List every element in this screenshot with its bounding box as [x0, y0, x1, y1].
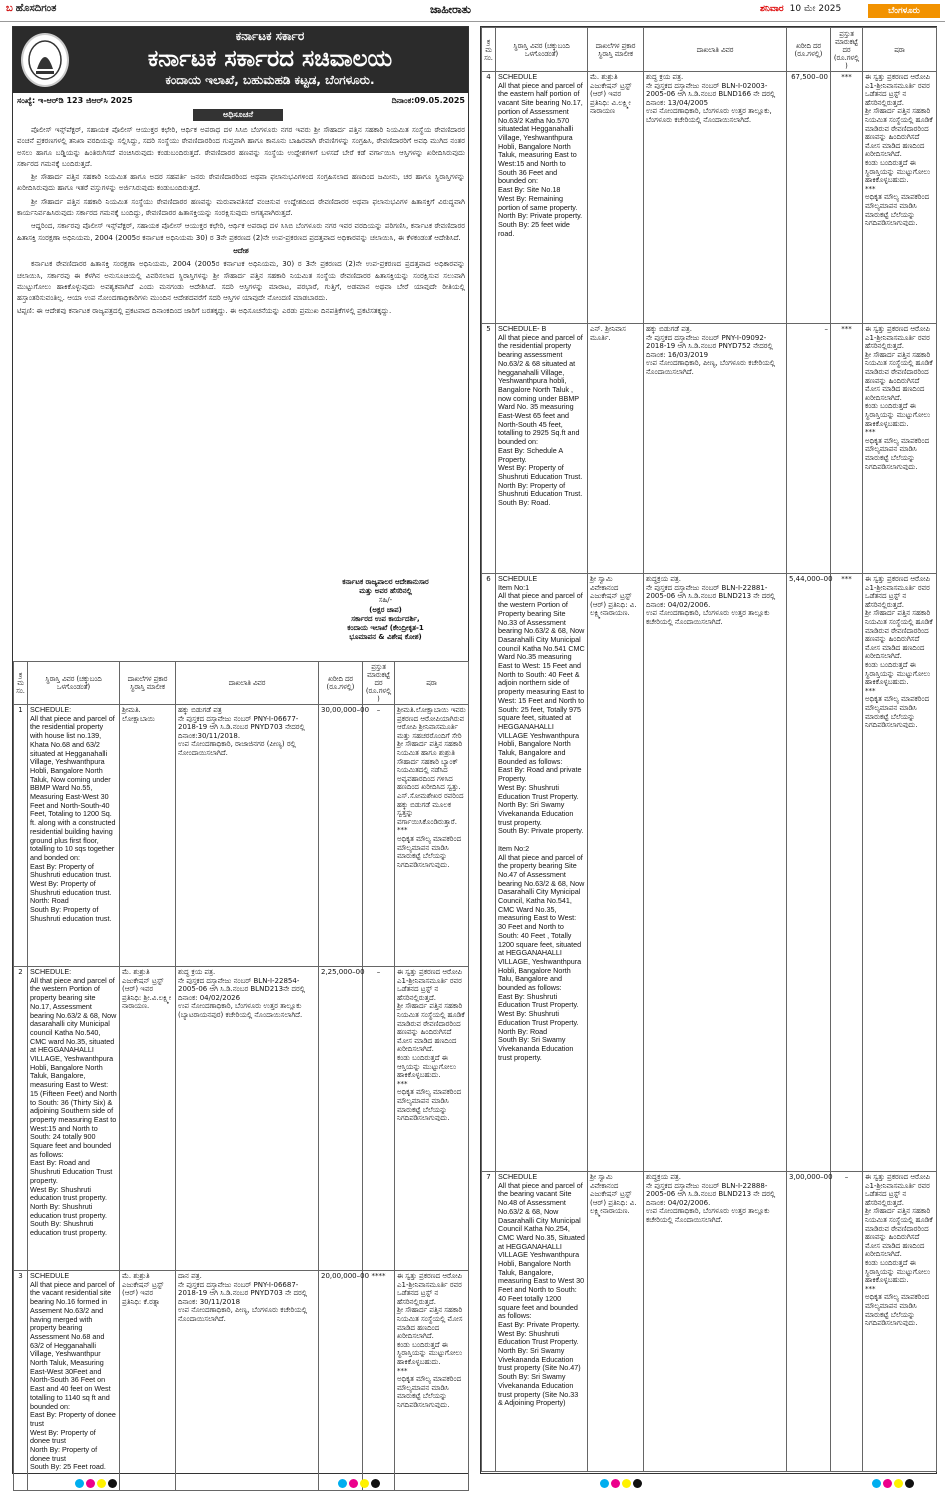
print-mark-dot [349, 1479, 358, 1488]
row-owner: ಶ್ರೀ ಸ್ವಾಮಿ ವಿವೇಕಾನಂದ ಎಜುಕೇಷನ್ ಟ್ರಸ್ಟ್ (ಆರ್) ಪ್ರತಿನಿಧಿ: ವಿ. ಲಕ್ಷ್ಮೀನಾರಾಯಣ. [588, 1172, 644, 1472]
print-mark-dot [360, 1479, 369, 1488]
table-header-row [482, 28, 937, 72]
column-header: ಸ್ಥಿರಾಸ್ತಿ ವಿವರ (ಚಕ್ಕುಬಂದಿ ಒಳಗೊಂಡಂತೆ) [496, 28, 588, 72]
issue-date-text: 10 ಮೇ 2025 [789, 4, 842, 14]
row-sl: 1 [14, 705, 28, 967]
issue-date [760, 4, 841, 14]
note-paragraph: ಟಿಪ್ಪಣಿ: ಈ ಆದೇಶವು ಕರ್ನಾಟಕ ರಾಜ್ಯಪತ್ರದಲ್ಲಿ ಪ್ರಕಟವಾದ ದಿನಾಂಕದಿಂದ ಜಾರಿಗೆ ಬರತಕ್ಕದ್ದು. ಈ ಅಧಿಸೂಚನೆಯನ್ನು ಎರಡು ಪ್ರಮುಖ ದಿನಪತ್ರಿಕೆಗಳಲ್ಲಿ ಪ್ರಕಟಿಸತಕ್ಕದ್ದು. [17, 306, 392, 316]
column-header: ಕ್ರಮ ಸಂ. [14, 662, 28, 705]
column-header: ಷರಾ [863, 28, 937, 72]
table-header-row [14, 662, 469, 705]
column-header: ಕ್ರಮ ಸಂ. [482, 28, 496, 72]
section-title: ಜಾಹೀರಾತು [430, 3, 472, 16]
row-property: SCHEDULE- B All that piece and parcel of the residential property bearing assessment No.63/2 & 68 situated at hegganahalli Village, Yeshwanthpura hobli, Bangalore North Taluk , now coming under BBMP Ward No. 35 measuring East-West 65 feet and North-South 45 feet, totalling to 2925 Sq.ft and bounded on: East By: Schedule A Property. West By: Property of Shushruti Education Trust. North By: Property of Shushruti Education Trust. South By: Road. [496, 324, 588, 574]
table-row [482, 72, 937, 324]
row-remarks: ಈ ಸ್ವತ್ತು ಪ್ರಕರಣದ ಆರೋಪಿ ಎ1-ಶ್ರೀನಿವಾಸಮೂರ್ತಿ ರವರ ಒಡೆತನದ ಟ್ರಸ್ಟ್ ನ ಹೆಸರಿನಲ್ಲಿರುತ್ತದೆ. ಶ್ರೀ ಸೌಹಾರ್ದ ಪತ್ತಿನ ಸಹಕಾರಿ ನಿಯಮಿತ ಸಂಸ್ಥೆಯಲ್ಲಿ ಹೂಡಿಕೆ ಮಾಡಿರುವ ಠೇವಣಿದಾರರಿಂದ ಹಣವನ್ನು ಹಿಂದಿರುಗಿಸದೆ ಮೋಸ ಮಾಡಿದ ಹಣದಿಂದ ಖರೀದಿಸಲಾಗಿದೆ. ಕಂಡು ಬಂದಿರುತ್ತದೆ ಈ ಆಸ್ತಿಯನ್ನು ಮುಟ್ಟುಗೋಲು ಹಾಕಿಕೊಳ್ಳಬಹುದು. *** ಅಧಿಕೃತ ಮೌಲ್ಯ ಮಾಪಕರಿಂದ ಮೌಲ್ಯಮಾಪನ ಮಾಡಿಸಿ ಮಾರುಕಟ್ಟೆ ಬೆಲೆಯನ್ನು ನಿಗದಿಪಡಿಸಲಾಗುವುದು. [395, 967, 469, 1271]
row-remarks: ಈ ಸ್ವತ್ತು ಪ್ರಕರಣದ ಆರೋಪಿ ಎ1-ಶ್ರೀನಿವಾಸಮೂರ್ತಿ ರವರ ಒಡೆತನದ ಟ್ರಸ್ಟ್ ನ ಹೆಸರಿನಲ್ಲಿರುತ್ತದೆ. ಶ್ರೀ ಸೌಹಾರ್ದ ಪತ್ತಿನ ಸಹಕಾರಿ ನಿಯಮಿತ ಸಂಸ್ಥೆಯಲ್ಲಿ ಮೋಸ ಮಾಡಿದ ಹಣದಿಂದ ಖರೀದಿಸಲಾಗಿದೆ. ಕಂಡು ಬಂದಿರುತ್ತದೆ ಈ ಸ್ಥಿರಾಸ್ತಿಯನ್ನು ಮುಟ್ಟುಗೋಲು ಹಾಕಿಕೊಳ್ಳಬಹುದು. *** ಅಧಿಕೃತ ಮೌಲ್ಯ ಮಾಪಕರಿಂದ ಮೌಲ್ಯಮಾಪನ ಮಾಡಿಸಿ ಮಾರುಕಟ್ಟೆ ಬೆಲೆಯನ್ನು ನಿಗದಿಪಡಿಸಲಾಗುವುದು. [395, 1271, 469, 1491]
reference-line [17, 96, 465, 106]
table-row [482, 574, 937, 1172]
column-header: ದಾಖಲೆಗಳ ಪ್ರಕಾರ ಸ್ಥಿರಾಸ್ತಿ ಮಾಲೀಕ [588, 28, 644, 72]
column-header: ದಾಖಲಾತಿ ವಿವರ [644, 28, 787, 72]
reference-number: ಸಂಖ್ಯೆ: ಇ-ಆರ್‌ಡಿ 123 ಜಿಆರ್‌ಸಿ 2025 [17, 96, 133, 105]
row-owner: ಶ್ರೀಮತಿ. ಲೋಕ್ಷಾಬಾಯಿ [120, 705, 176, 967]
row-owner: ಮೆ. ಶುಶ್ರುತಿ ಎಜುಕೇಷನ್ ಟ್ರಸ್ಟ್ (ಆರ್) ಇವರ ಪ್ರತಿನಿಧಿ: ಕೆ.ರತ್ನಾ [120, 1271, 176, 1491]
department-address: ಕಂದಾಯ ಇಲಾಖೆ, ಬಹುಮಹಡಿ ಕಟ್ಟಡ, ಬೆಂಗಳೂರು. [165, 73, 375, 87]
print-mark-dot [338, 1479, 347, 1488]
print-mark-dot [894, 1479, 903, 1488]
row-remarks: ಈ ಸ್ವತ್ತು ಪ್ರಕರಣದ ಆರೋಪಿ ಎ1-ಶ್ರೀನಿವಾಸಮೂರ್ತಿ ರವರ ಒಡೆತನದ ಟ್ರಸ್ಟ್ ನ ಹೆಸರಿನಲ್ಲಿರುತ್ತದೆ. ಶ್ರೀ ಸೌಹಾರ್ದ ಪತ್ತಿನ ಸಹಕಾರಿ ನಿಯಮಿತ ಸಂಸ್ಥೆಯಲ್ಲಿ ಹೂಡಿಕೆ ಮಾಡಿರುವ ಠೇವಣಿದಾರರಿಂದ ಹಣವನ್ನು ಹಿಂದಿರುಗಿಸದೆ ಮೋಸ ಮಾಡಿದ ಹಣದಿಂದ ಖರೀದಿಸಲಾಗಿದೆ. ಕಂಡು ಬಂದಿರುತ್ತದೆ ಈ ಸ್ಥಿರಾಸ್ತಿಯನ್ನು ಮುಟ್ಟುಗೋಲು ಹಾಕಿಕೊಳ್ಳಬಹುದು. *** ಅಧಿಕೃತ ಮೌಲ್ಯ ಮಾಪಕರಿಂದ ಮೌಲ್ಯಮಾಪನ ಮಾಡಿಸಿ ಮಾರುಕಟ್ಟೆ ಬೆಲೆಯನ್ನು ನಿಗದಿಪಡಿಸಲಾಗುವುದು. [863, 1172, 937, 1472]
row-remarks: ಈ ಸ್ವತ್ತು ಪ್ರಕರಣದ ಆರೋಪಿ ಎ1-ಶ್ರೀನಿವಾಸಮೂರ್ತಿ ರವರ ಹೆಸರಿನಲ್ಲಿರುತ್ತದೆ. ಶ್ರೀ ಸೌಹಾರ್ದ ಪತ್ತಿನ ಸಹಕಾರಿ ನಿಯಮಿತ ಸಂಸ್ಥೆಯಲ್ಲಿ ಹೂಡಿಕೆ ಮಾಡಿರುವ ಠೇವಣಿದಾರರಿಂದ ಹಣವನ್ನು ಹಿಂದಿರುಗಿಸದೆ ಮೋಸ ಮಾಡಿದ ಹಣದಿಂದ ಖರೀದಿಸಲಾಗಿದೆ. ಕಂಡು ಬಂದಿರುತ್ತದೆ ಈ ಸ್ಥಿರಾಸ್ತಿಯನ್ನು ಮುಟ್ಟುಗೋಲು ಹಾಕಿಕೊಳ್ಳಬಹುದು. *** ಅಧಿಕೃತ ಮೌಲ್ಯ ಮಾಪಕರಿಂದ ಮೌಲ್ಯಮಾಪನ ಮಾಡಿಸಿ ಮಾರುಕಟ್ಟೆ ಬೆಲೆಯನ್ನು ನಿಗದಿಪಡಿಸಲಾಗುವುದು. [863, 324, 937, 574]
row-documents: ದಾನ ಪತ್ರ. ನೇ ಪುಸ್ತಕದ ದಸ್ತಾವೇಜು ನಂಬರ್ PNY-I-06687-2018-19 ಆಗಿ ಸಿ.ಡಿ.ನಂಬರ PNYD703 ನೇ ದರಲ್ಲಿ ದಿನಾಂಕ: 30/11/2018 ಉಪ ನೋಂದಣಾಧಿಕಾರಿ, ಪೀಣ್ಯ, ಬೆಂಗಳೂರು ಕಚೇರಿಯಲ್ಲಿ ನೊಂದಾಯಿಸಲಾಗಿದೆ. [176, 1271, 319, 1491]
column-header: ದಾಖಲೆಗಳ ಪ್ರಕಾರ ಸ್ಥಿರಾಸ್ತಿ ಮಾಲೀಕ [120, 662, 176, 705]
row-documents: ಶುದ್ಧಕ್ರಯ ಪತ್ರ. ನೇ ಪುಸ್ತಕದ ದಸ್ತಾವೇಜು ನಂಬರ್ BLN-I-22888-2005-06 ಆಗಿ ಸಿ.ಡಿ.ನಂಬರ BLND213 ನೇ ದರಲ್ಲಿ ದಿನಾಂಕ: 04/02/2006. ಉಪ ನೋಂದಣಾಧಿಕಾರಿ, ಬೆಂಗಳೂರು ಉತ್ತರ ತಾಲ್ಲೂಕು ಕಚೇರಿಯಲ್ಲಿ ನೊಂದಾಯಿಸಲಾಗಿದೆ. [644, 1172, 787, 1472]
print-mark-dot [108, 1479, 117, 1488]
row-owner: ಶ್ರೀ ಸ್ವಾಮಿ ವಿವೇಕಾನಂದ ಎಜುಕೇಷನ್ ಟ್ರಸ್ಟ್ (ಆರ್) ಪ್ರತಿನಿಧಿ: ವಿ. ಲಕ್ಷ್ಮೀನಾರಾಯಣ. [588, 574, 644, 1172]
table-row [482, 324, 937, 574]
print-color-marks [872, 1478, 916, 1491]
row-remarks: ಈ ಸ್ವತ್ತು ಪ್ರಕರಣದ ಆರೋಪಿ ಎ1-ಶ್ರೀನಿವಾಸಮೂರ್ತಿ ರವರ ಒಡೆತನದ ಟ್ರಸ್ಟ್ ನ ಹೆಸರಿನಲ್ಲಿರುತ್ತದೆ. ಶ್ರೀ ಸೌಹಾರ್ದ ಪತ್ತಿನ ಸಹಕಾರಿ ನಿಯಮಿತ ಸಂಸ್ಥೆಯಲ್ಲಿ ಹೂಡಿಕೆ ಮಾಡಿರುವ ಠೇವಣಿದಾರರಿಂದ ಹಣವನ್ನು ಹಿಂದಿರುಗಿಸದೆ ಮೋಸ ಮಾಡಿದ ಹಣದಿಂದ ಖರೀದಿಸಲಾಗಿದೆ. ಕಂಡು ಬಂದಿರುತ್ತದೆ ಈ ಸ್ಥಿರಾಸ್ತಿಯನ್ನು ಮುಟ್ಟುಗೋಲು ಹಾಕಿಕೊಳ್ಳಬಹುದು. *** ಅಧಿಕೃತ ಮೌಲ್ಯ ಮಾಪಕರಿಂದ ಮೌಲ್ಯಮಾಪನ ಮಾಡಿಸಿ ಮಾರುಕಟ್ಟೆ ಬೆಲೆಯನ್ನು ನಿಗದಿಪಡಿಸಲಾಗುವುದು. [863, 72, 937, 324]
state-emblem-icon [21, 33, 69, 87]
print-color-marks [338, 1478, 382, 1491]
row-sl: 7 [482, 1172, 496, 1472]
masthead [0, 0, 945, 22]
signature-line: ಭೂಮಾಪನ & ವಿಶೇಷ ಕೋಶ) [349, 633, 422, 642]
row-value: 5,44,000–00 [787, 574, 831, 1172]
table-row [14, 967, 469, 1271]
row-documents: ಶುದ್ಧ ಕ್ರಯ ಪತ್ರ. ನೇ ಪುಸ್ತಕದ ದಸ್ತಾವೇಜು ನಂಬರ್ BLN-I-22854-2005-06 ಆಗಿ ಸಿ.ಡಿ.ನಂಬರ BLND213ನೇ ದರಲ್ಲಿ ದಿನಾಂಕ: 04/02/2026 ಉಪ ನೋಂದಣಾಧಿಕಾರಿ, ಬೆಂಗಳೂರು ಉತ್ತರ ತಾಲ್ಲೂಕು (ಬ್ಯಾಟರಾಯನಪುರ) ಕಚೇರಿಯಲ್ಲಿ ನೊಂದಾಯಿಸಲಾಗಿದೆ. [176, 967, 319, 1271]
row-remarks: ಈ ಸ್ವತ್ತು ಪ್ರಕರಣದ ಆರೋಪಿ ಎ1-ಶ್ರೀನಿವಾಸಮೂರ್ತಿ ರವರ ಒಡೆತನದ ಟ್ರಸ್ಟ್ ನ ಹೆಸರಿನಲ್ಲಿರುತ್ತದೆ. ಶ್ರೀ ಸೌಹಾರ್ದ ಪತ್ತಿನ ಸಹಕಾರಿ ನಿಯಮಿತ ಸಂಸ್ಥೆಯಲ್ಲಿ ಹೂಡಿಕೆ ಮಾಡಿರುವ ಠೇವಣಿದಾರರಿಂದ ಹಣವನ್ನು ಹಿಂದಿರುಗಿಸದೆ ಮೋಸ ಮಾಡಿದ ಹಣದಿಂದ ಖರೀದಿಸಲಾಗಿದೆ. ಕಂಡು ಬಂದಿರುತ್ತದೆ ಈ ಸ್ಥಿರಾಸ್ತಿಯನ್ನು ಮುಟ್ಟುಗೋಲು ಹಾಕಿಕೊಳ್ಳಬಹುದು. *** ಅಧಿಕೃತ ಮೌಲ್ಯ ಮಾಪಕರಿಂದ ಮೌಲ್ಯಮಾಪನ ಮಾಡಿಸಿ ಮಾರುಕಟ್ಟೆ ಬೆಲೆಯನ್ನು ನಿಗದಿಪಡಿಸಲಾಗುವುದು. [863, 574, 937, 1172]
paper-name: ಹೊಸದಿಗಂತ [15, 3, 57, 14]
row-documents: ಹಕ್ಕು ಬಿಡುಗಡೆ ಪತ್ರ. ನೇ ಪುಸ್ತಕದ ದಸ್ತಾವೇಜು ನಂಬರ್ PNY-I-09092-2018-19 ಆಗಿ ಸಿ.ಡಿ.ನಂಬರ PNYD752 ನೇದರಲ್ಲಿ ದಿನಾಂಕ: 16/03/2019 ಉಪ ನೋಂದಣಾಧಿಕಾರಿ, ಪೀಣ್ಯ, ಬೆಂಗಳೂರು ಕಚೇರಿಯಲ್ಲಿ ನೊಂದಾಯಿಸಲಾಗಿದೆ. [644, 324, 787, 574]
row-owner: ಮೆ. ಶುಶ್ರುತಿ ಎಜುಕೇಷನ್ ಟ್ರಸ್ಟ್ (ಆರ್) ಇವರ ಪ್ರತಿನಿಧಿ: ವಿ.ಲಕ್ಷ್ಮೀ ನಾರಾಯಣ [588, 72, 644, 324]
body-paragraph: ಆದ್ದರಿಂದ, ಸರ್ಕಾರವು ಪೊಲೀಸ್ ಇನ್ಸ್‌ಪೆಕ್ಟರ್, ಸಹಾಯಕ ಪೊಲೀಸ್ ಆಯುಕ್ತರ ಕಛೇರಿ, ಆರ್ಥಿಕ ಅಪರಾಧ ದಳ ಸಿಸಿಬಿ ಬೆಂಗಳೂರು ನಗರ ಇವರ ವರದಿಯನ್ನು ಪರಿಗಣಿಸಿ, ಕರ್ನಾಟಕ ಠೇವಣಿದಾರರ ಹಿತಾಸಕ್ತಿ ಸಂರಕ್ಷಣಾ ಅಧಿನಿಯಮ, 2004 (2005ರ ಕರ್ನಾಟಕ ಅಧಿನಿಯಮ 30) ರ 3ನೇ ಪ್ರಕರಣದ (2)ನೇ ಉಪ-ಪ್ರಕರಣದ ಪ್ರದತ್ತವಾದ ಅಧಿಕಾರವನ್ನು ಚಲಾಯಿಸಿ, ಈ ಕೆಳಕಂಡಂತೆ ಆದೇಶಿಸಿದೆ. [17, 221, 465, 242]
print-mark-dot [622, 1479, 631, 1488]
row-remarks: ಶ್ರೀಮತಿ.ಲೋಕ್ಷಾಬಾಯಿ ಇವರು ಪ್ರಕರಣದ ಆರೋಪಿಯಾಗಿರುವ ಆರೋಪಿ ಶ್ರೀನಿವಾಸಮೂರ್ತಿ ಮತ್ತು ಸಹಚರರೊಂದಿಗೆ ಸೇರಿ ಶ್ರೀ ಸೌಹಾರ್ದ ಪತ್ತಿನ ಸಹಕಾರಿ ನಿಯಮಿತ ಹಾಗೂ ಶುಶ್ರುತಿ ಸೌಹಾರ್ದ ಸಹಕಾರಿ ಬ್ಯಾಂಕ್ ನಿಯಮಿತದಲ್ಲಿ ನಡೆಸಿದ ಅವ್ಯವಹಾರದಿಂದ ಗಳಿಸಿದ ಹಣದಿಂದ ಖರೀದಿಸಿದ ಸ್ವತ್ತು. ಎಸ್.ಸೋಮಶೇಖರ ರವರಿಂದ ಹಕ್ಕು ಬಿಡುಗಡೆ ಮೂಲಕ ಸ್ವತ್ತನ್ನು ವರ್ಗಾಯಿಸಿಕೊಂಡಿರುತ್ತಾರೆ. *** ಅಧಿಕೃತ ಮೌಲ್ಯ ಮಾಪಕರಿಂದ ಮೌಲ್ಯಮಾಪನ ಮಾಡಿಸಿ ಮಾರುಕಟ್ಟೆ ಬೆಲೆಯನ್ನು ನಿಗದಿಪಡಿಸಲಾಗುವುದು. [395, 705, 469, 967]
print-mark-dot [633, 1479, 642, 1488]
row-sl: 2 [14, 967, 28, 1271]
row-sl: 3 [14, 1271, 28, 1491]
table-row [14, 705, 469, 967]
row-present-value: – [363, 705, 395, 967]
row-value: 20,00,000–00 [319, 1271, 363, 1491]
column-header: ಷರಾ [395, 662, 469, 705]
row-property: SCHEDULE: All that piece and parcel of the residential property with house list no.139, Khata No.68 and 63/2 situated at Hegganahalli Village, Yeshwanthpura Hobli, Bangalore North Taluk, Now coming under BBMP Ward No.55, Measuring East-West 30 Feet and North-South-40 Feet, Totaling to 1200 Sq. ft. along with a constructed residential building having ground plus first floor, totalling to 10 sqs together and bonded on: East By: Property of Shushruti education trust. West By: Property of Shushruti education trust. North: Road South By: Property of Shushruti education trust. [28, 705, 120, 967]
body-paragraph: ಶ್ರೀ ಸೌಹಾರ್ದ ಪತ್ತಿನ ಸಹಕಾರಿ ನಿಯಮಿತ ಹಾಗೂ ಅದರ ಸಹವರ್ತಿ ಜನರು ಠೇವಣಿದಾರರಿಂದ ಅಥವಾ ಫಲಾನುಭವಿಗಳಿಂದ ಸಂಗ್ರಹಿಸಲಾದ ಹಣದಿಂದ ಜಮೀನು, ಚರ ಹಾಗೂ ಸ್ಥಿರಾಸ್ತಿಗಳನ್ನು ಖರೀದಿಸಿರುವುದು ಹಾಗೂ ಇತರೆ ವಸ್ತುಗಳನ್ನು ಅರ್ಜಿಸಿರುವುದು ಕಂಡುಬಂದಿರುತ್ತದೆ. [17, 172, 465, 193]
row-value: 3,00,000–00 [787, 1172, 831, 1472]
print-mark-dot [86, 1479, 95, 1488]
row-documents: ಶುದ್ಧ ಕ್ರಯ ಪತ್ರ. ನೇ ಪುಸ್ತಕದ ದಸ್ತಾವೇಜು ನಂಬರ್ BLN-I-02003-2005-06 ಆಗಿ ಸಿ.ಡಿ.ನಂಬರ BLND166 ನೇ ದರಲ್ಲಿ ದಿನಾಂಕ: 13/04/2005 ಉಪ ನೋಂದಣಾಧಿಕಾರಿ, ಬೆಂಗಳೂರು ಉತ್ತರ ತಾಲ್ಲೂಕು, ಬೆಂಗಳೂರು ಕಚೇರಿಯಲ್ಲಿ ನೊಂದಾಯಿಸಲಾಗಿದೆ. [644, 72, 787, 324]
body-paragraph: ಕರ್ನಾಟಕ ಠೇವಣಿದಾರರ ಹಿತಾಸಕ್ತಿ ಸಂರಕ್ಷಣಾ ಅಧಿನಿಯಮ, 2004 (2005ರ ಕರ್ನಾಟಕ ಅಧಿನಿಯಮ, 30) ರ 3ನೇ ಪ್ರಕರಣದ (2)ನೇ ಉಪ-ಪ್ರಕರಣದ ಪ್ರದತ್ತವಾದ ಅಧಿಕಾರವನ್ನು ಚಲಾಯಿಸಿ, ಸರ್ಕಾರವು ಈ ಕೆಳಗಿನ ಅನುಸೂಚಿಯಲ್ಲಿ ವಿವರಿಸಲಾದ ಸ್ಥಿರಾಸ್ತಿಗಳನ್ನು ಶ್ರೀ ಸೌಹಾರ್ದ ಪತ್ತಿನ ಸಹಕಾರಿ ನಿಯಮಿತ ಸಂಸ್ಥೆಯ ಠೇವಣಿದಾರರ ಹಿತಾಸಕ್ತಿಯನ್ನು ಸಂರಕ್ಷಿಸುವ ಸಲುವಾಗಿ ಮುಟ್ಟುಗೋಲು ಹಾಕಿಕೊಳ್ಳುವುದು ಅವಶ್ಯಕವಾಗಿದೆ ಎಂದು ಮನಗಂಡು ಆದೇಶಿಸಿದೆ. ಸದರಿ ಆಸ್ತಿಗಳನ್ನು ಮಾರಾಟ, ಪರಭಾರೆ, ಗುತ್ತಿಗೆ, ಅಡಮಾನ ಅಥವಾ ಬೇರೆ ಯಾವುದೇ ರೀತಿಯಲ್ಲಿ ಹಸ್ತಾಂತರಿಸುವಂತಿಲ್ಲ. ಆಯಾ ಉಪ ನೋಂದಣಾಧಿಕಾರಿಗಳು ಮುಂದಿನ ಆದೇಶದವರೆಗೆ ಸದರಿ ಆಸ್ತಿಗಳ ಯಾವುದೇ ನೋಂದಣಿ ಮಾಡಬಾರದು. [17, 259, 465, 303]
reference-date: ದಿನಾಂಕ:09.05.2025 [391, 96, 465, 105]
row-value: 67,500–00 [787, 72, 831, 324]
row-owner: ಮೆ. ಶುಶ್ರುತಿ ಎಜುಕೇಷನ್ ಟ್ರಸ್ಟ್ (ಆರ್) ಇವರ ಪ್ರತಿನಿಧಿ: ಶ್ರೀ.ವಿ.ಲಕ್ಷ್ಮೀ ನಾರಾಯಣ. [120, 967, 176, 1271]
row-value: 2,25,000–00 [319, 967, 363, 1271]
row-owner: ಎನ್. ಶ್ರೀನಿವಾಸ ಮೂರ್ತಿ. [588, 324, 644, 574]
row-property: SCHEDULE Item No:1 All that piece and parcel of the western Portion of Property bearing Site No.33 of Assessment bearing No.63/2 & 68, Now Dasarahalli City Municipal council Katha No.541 CMC Ward No.35 measuring East to West: 15 Feet and North to South: 40 Feet & adjoin northern side of property measuring East to West: 15 Feet and North to South: 25 feet, Totally 975 square feet, situated at HEGGANAHALLI VILLAGE Yeshwanthpura Hobli, Bangalore North Taluk, Bangalore and Bounded as follows: East By: Road and private Property. West By: Shushruti Education Trust Property. North By: Sri Swamy Vivekananda Education trust property. South By: Private property. Item No:2 All that piece and parcel of the property bearing Site No.47 of Assessment bearing No.63/2 & 68, Now Dasarahalli City Mynicipal Council, Katha No.541, CMC Ward No.35, measuring East to West: 30 Feet and North to South: 40 Feet , Totally 1200 square feet, situated at HEGGANAHALLI VILLAGE, Yeshwanthpura Hobli, Bangalore North Talu, Bangalore and bounded as follows: East By: Shushruti Education Trust Property. West By: Shushruti Education Trust Property. North By: Road South By: Sri Swamy Vivekananda Education trust property. [496, 574, 588, 1172]
paper-logo-mark: ಬ [6, 3, 13, 14]
signature-line: ಕರ್ನಾಟಕ ರಾಜ್ಯಪಾಲರ ಆದೇಶಾನುಸಾರ [342, 578, 429, 586]
order-title: ಆದೇಶ [233, 245, 249, 255]
row-present-value: *** [831, 574, 863, 1172]
column-header: ಪ್ರಸ್ತುತ ಮಾರುಕಟ್ಟೆ ದರ (ರೂ.ಗಳಲ್ಲಿ) [831, 28, 863, 72]
signature-line: ಸಹಿ/- [378, 596, 393, 605]
body-paragraph: ಪೊಲೀಸ್ ಇನ್ಸ್‌ಪೆಕ್ಟರ್, ಸಹಾಯಕ ಪೊಲೀಸ್ ಆಯುಕ್ತರ ಕಛೇರಿ, ಆರ್ಥಿಕ ಅಪರಾಧ ದಳ ಸಿಸಿಬಿ ಬೆಂಗಳೂರು ನಗರ ಇವರು ಶ್ರೀ ಸೌಹಾರ್ದ ಪತ್ತಿನ ಸಹಕಾರಿ ನಿಯಮಿತ ಸಂಸ್ಥೆಯ ಠೇವಣಿದಾರರ ವಂಚನೆ ಪ್ರಕರಣಗಳಲ್ಲಿ ತನಿಖಾ ವರದಿಯನ್ನು ಸಲ್ಲಿಸಿದ್ದು, ಸದರಿ ಸಂಸ್ಥೆಯು ಠೇವಣಿದಾರರಿಂದ ಗುಪ್ತವಾಗಿ ಹಾಗೂ ಕಾನೂನು ಬಾಹಿರವಾಗಿ ಠೇವಣಿಗಳನ್ನು ಸಂಗ್ರಹಿಸಿ, ಠೇವಣಿದಾರರಿಗೆ ಅವಧಿ ಮುಗಿದ ನಂತರ ಅಸಲು ಹಾಗೂ ಬಡ್ಡಿಯನ್ನು ಹಿಂತಿರುಗಿಸದೆ ವಂಚಿಸಿರುವುದು ಕಂಡುಬಂದಿರುತ್ತದೆ. ಠೇವಣಿದಾರರ ಹಣವನ್ನು ಸಂಸ್ಥೆಯ ಉದ್ದೇಶಗಳಿಗೆ ಬಳಸದೆ ಬೇರೆ ಕಡೆ ವರ್ಗಾಯಿಸಿ ಆಸ್ತಿಗಳನ್ನು ಖರೀದಿಸಿರುವುದು ಸರ್ಕಾರದ ಗಮನಕ್ಕೆ ಬಂದಿರುತ್ತದೆ. [17, 125, 465, 168]
print-mark-dot [611, 1479, 620, 1488]
schedule-table-left [13, 661, 469, 1491]
print-mark-dot [371, 1479, 380, 1488]
row-value: – [787, 324, 831, 574]
row-sl: 6 [482, 574, 496, 1172]
signature-block [303, 578, 468, 642]
print-color-marks [75, 1478, 119, 1491]
row-documents: ಶುದ್ಧಕ್ರಯ ಪತ್ರ. ನೇ ಪುಸ್ತಕದ ದಸ್ತಾವೇಜು ನಂಬರ್ BLN-I-22881-2005-06 ಆಗಿ ಸಿ.ಡಿ.ನಂಬರ BLND213 ನೇ ದರಲ್ಲಿ ದಿನಾಂಕ: 04/02/2006. ಉಪ ನೋಂದಣಾಧಿಕಾರಿ, ಬೆಂಗಳೂರು ಉತ್ತರ ತಾಲ್ಲೂಕು ಕಚೇರಿಯಲ್ಲಿ ನೊಂದಾಯಿಸಲಾಗಿದೆ. [644, 574, 787, 1172]
notice-header [13, 27, 468, 93]
table-row [482, 1172, 937, 1472]
signature-line: ಕಂದಾಯ ಇಲಾಖೆ (ಕೇಂದ್ರೀಕೃತ-1 [347, 624, 424, 633]
city-tab: ಬೆಂಗಳೂರು [868, 4, 940, 18]
row-property: SCHEDULE All that piece and parcel of the eastern half portion of vacant Site bearing No.17, portion of Assessment No.63/2 Katha No.570 situatedat Hegganahalli Village, Yeshwanthpura Hobli, Bangalore North Taluk, measuring East to West:15 and North to South 36 Feet and bounded on: East By: Site No.18 West By: Remaining portion of same property. North By: Private property. South By: 25 feet wide road. [496, 72, 588, 324]
issue-day: ಶನಿವಾರ [760, 4, 784, 14]
signature-line: ಸರ್ಕಾರದ ಉಪ ಕಾರ್ಯದರ್ಶಿ, [351, 614, 420, 623]
row-present-value: **** [363, 1271, 395, 1491]
row-present-value: *** [831, 72, 863, 324]
secretariat-title: ಕರ್ನಾಟಕ ಸರ್ಕಾರದ ಸಚಿವಾಲಯ [147, 46, 393, 72]
row-value: 30,00,000–00 [319, 705, 363, 967]
column-header: ಸ್ಥಿರಾಸ್ತಿ ವಿವರ (ಚಕ್ಕುಬಂದಿ ಒಳಗೊಂಡಂತೆ) [28, 662, 120, 705]
notification-heading: ಅಧಿಸೂಚನೆ [193, 109, 283, 121]
row-property: SCHEDULE All that piece and parcel of the vacant residential site bearing No.16 formed in Assement No.63/2 and having merged with property bearing Assessment No.68 and 63/2 of Hegganahalli Village, Yeshwanthpur North Taluk, Measuring East-West 30Feet and North-South 36 Feet on East and 40 feet on West totalling to 1140 sq ft and bounded on: East By: Property of donee trust West By: Property of donee trust North By: Property of donee trust South By: 25 Feet road. [28, 1271, 120, 1491]
print-mark-dot [872, 1479, 881, 1488]
print-mark-dot [97, 1479, 106, 1488]
row-property: SCHEDULE: All that piece and parcel of the western Portion of property bearing site No.17, Assessment bearing No.63/2 & 68, Now dasarahalli city Municipal council Katha No.540, CMC ward No.35, situated at HEGGANAHALLI VILLAGE, Yeshwanthpura Hobli, Bangalore North Taluk, Bangalore, measuring East to West: 15 (Fifteen Feet) and North to South: 36 (Thirty Six) & adjoining Southern side of property measuring East to West:15 and North to South: 24 totally 900 Square feet and bounded as follows: East By: Road and Shushruti Education Trust property. West By: Shushruti education trust property. North By: Shushruti education trust property. South By: Shushruti education trust property. [28, 967, 120, 1271]
table-row [14, 1271, 469, 1491]
government-name: ಕರ್ನಾಟಕ ಸರ್ಕಾರ [235, 29, 305, 43]
print-color-marks [600, 1478, 644, 1491]
print-mark-dot [905, 1479, 914, 1488]
print-mark-dot [600, 1479, 609, 1488]
body-paragraph: ಶ್ರೀ ಸೌಹಾರ್ದ ಪತ್ತಿನ ಸಹಕಾರಿ ನಿಯಮಿತ ಸಂಸ್ಥೆಯು ಠೇವಣಿದಾರರ ಹಣವನ್ನು ಮರುಪಾವತಿಸದೆ ವಂಚಿಸುವ ಉದ್ದೇಶದಿಂದ ಠೇವಣಿದಾರರ ಅಥವಾ ಫಲಾನುಭವಿಗಳ ಹಿತಾಸಕ್ತಿಗೆ ವಿರುದ್ಧವಾಗಿ ಕಾರ್ಯನಿರ್ವಹಿಸಿರುವುದು ಸರ್ಕಾರದ ಗಮನಕ್ಕೆ ಬಂದಿದ್ದು, ಠೇವಣಿದಾರರ ಹಿತಾಸಕ್ತಿಯನ್ನು ಸಂರಕ್ಷಿಸುವುದು ಅಗತ್ಯವಾಗಿರುತ್ತದೆ. [17, 196, 465, 218]
column-header: ಖರೀದಿ ದರ (ರೂ.ಗಳಲ್ಲಿ) [319, 662, 363, 705]
signature-line: ಮತ್ತು ಅವರ ಹೆಸರಿನಲ್ಲಿ [359, 587, 412, 596]
column-header: ಖರೀದಿ ದರ (ರೂ.ಗಳಲ್ಲಿ) [787, 28, 831, 72]
row-documents: ಹಕ್ಕು ಬಿಡುಗಡೆ ಪತ್ರ ನೇ ಪುಸ್ತಕದ ದಸ್ತಾವೇಜು ನಂಬರ್ PNY-I-06677-2018-19 ಆಗಿ ಸಿ.ಡಿ.ನಂಬರ PNYD703 ನೇದರಲ್ಲಿ ದಿನಾಂಕ:30/11/2018. ಉಪ ನೋಂದಣಾಧಿಕಾರಿ, ರಾಜಾಜಿನಗರ (ಪೀಣ್ಯ) ರಲ್ಲಿ ನೋಂದಾಯಿಸಲಾಗಿದೆ. [176, 705, 319, 967]
paper-logo [6, 3, 56, 14]
print-mark-dot [75, 1479, 84, 1488]
row-present-value: – [363, 967, 395, 1271]
column-header: ದಾಖಲಾತಿ ವಿವರ [176, 662, 319, 705]
row-property: SCHEDULE All that piece and parcel of the bearing vacant Site No.48 of Assessment No.63/2 & 68, Now Dasarahalli City Municipal Council Katha No.254, CMC Ward No.35, Situated at HEGGANAHALLI VILLAGE Yeshwanthpura Hobli, Bangalore North Taluk, Bangalore, measuring East to West 30 Feet and North to South: 40 Feet totally 1200 square feet and bounded as follows: East By: Private Property. West By: Shushruti Education Trust Property. North By: Sri Swamy Vivekananda Education trust property (Site No.47) South By: Sri Swamy Vivekananda Education trust property (Site No.33 & Adjoining Property) [496, 1172, 588, 1472]
signature-line: (ಅಕ್ಷರ ಚಾಪ) [369, 605, 402, 614]
notice-body [17, 124, 465, 319]
row-sl: 4 [482, 72, 496, 324]
row-present-value: – [831, 1172, 863, 1472]
row-sl: 5 [482, 324, 496, 574]
print-mark-dot [883, 1479, 892, 1488]
column-header: ಪ್ರಸ್ತುತ ಮಾರುಕಟ್ಟೆ ದರ (ರೂ.ಗಳಲ್ಲಿ) [363, 662, 395, 705]
right-column [480, 26, 937, 1474]
row-present-value: *** [831, 324, 863, 574]
schedule-table-right [481, 27, 937, 1472]
left-column [12, 26, 469, 1474]
